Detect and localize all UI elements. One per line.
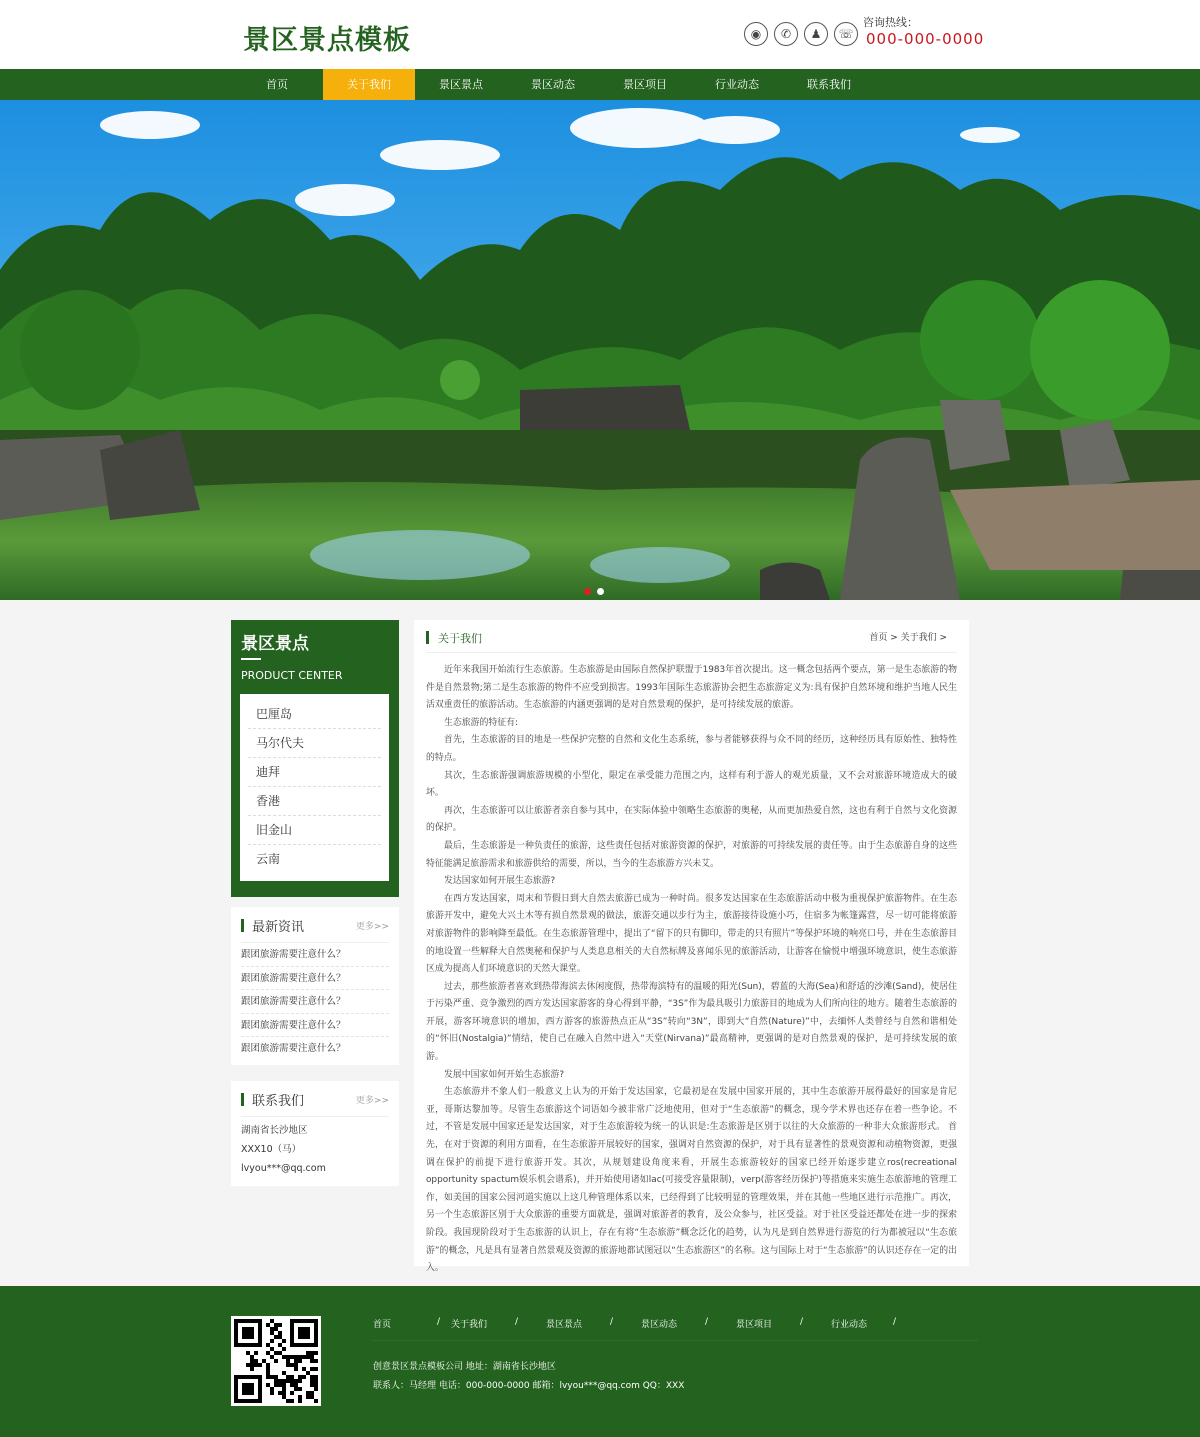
article-paragraph: 近年来我国开始流行生态旅游。生态旅游是由国际自然保护联盟于1983年首次提出。这一概念包括两个要点，第一是生态旅游的物件是自然景物;第二是生态旅游的物件不应受到损害。1993年国际生态旅游协会把生态旅游定义为:具有保护自然环境和维护当地人民生活双重责任的旅游活动。生态旅游的内涵更强调的是对自然景观的保护，是可持续发展的旅游。 bbox=[426, 665, 957, 711]
article-paragraph: 发展中国家如何开始生态旅游? bbox=[444, 1069, 565, 1080]
nav-item-scenic[interactable]: 景区景点 bbox=[439, 78, 483, 91]
footer-nav-separator: / bbox=[515, 1317, 519, 1327]
footer-info bbox=[373, 1358, 684, 1396]
banner-dot-active[interactable] bbox=[584, 588, 591, 595]
section-marker bbox=[426, 631, 429, 644]
contact-info bbox=[241, 1121, 389, 1178]
nav-item-industry[interactable]: 行业动态 bbox=[715, 78, 759, 91]
site-logo[interactable]: 景区景点模板 bbox=[243, 25, 411, 56]
main-nav bbox=[0, 69, 1200, 100]
news-item[interactable]: 跟团旅游需要注意什么？ bbox=[241, 943, 389, 967]
banner-dot[interactable] bbox=[597, 588, 604, 595]
footer-nav-item[interactable]: 景区景点 bbox=[546, 1320, 583, 1330]
contact-person: XXX10（马） bbox=[241, 1144, 302, 1155]
category-item[interactable]: 云南 bbox=[256, 852, 281, 866]
footer-nav-separator: / bbox=[437, 1317, 441, 1327]
news-item[interactable]: 跟团旅游需要注意什么？ bbox=[241, 990, 389, 1014]
article-paragraph: 生态旅游的特征有: bbox=[444, 717, 518, 728]
footer-nav-separator: / bbox=[610, 1317, 614, 1327]
content-header bbox=[426, 620, 957, 653]
footer-nav-item[interactable]: 景区动态 bbox=[641, 1320, 678, 1330]
footer-company: 创意景区景点模板公司 地址：湖南省长沙地区 bbox=[373, 1362, 556, 1372]
hero-banner[interactable] bbox=[0, 100, 1200, 600]
category-item[interactable]: 旧金山 bbox=[248, 816, 381, 845]
category-subtitle: PRODUCT CENTER bbox=[241, 669, 343, 682]
page-title: 关于我们 bbox=[438, 632, 482, 645]
site-header bbox=[0, 0, 1200, 69]
footer-nav-item[interactable]: 首页 bbox=[373, 1320, 392, 1330]
footer-contact: 联系人：马经理 电话：000-000-0000 邮箱：lvyou***@qq.com QQ：XXX bbox=[373, 1381, 685, 1391]
category-item[interactable]: 马尔代夫 bbox=[248, 729, 381, 758]
hotline-number: 000-000-0000 bbox=[866, 30, 985, 48]
contact-title: 联系我们 bbox=[252, 1094, 305, 1109]
footer-nav-separator: / bbox=[705, 1317, 709, 1327]
article-body bbox=[426, 662, 957, 1278]
news-more-link[interactable]: 更多>> bbox=[355, 922, 389, 932]
news-item[interactable]: 跟团旅游需要注意什么？ bbox=[241, 967, 389, 991]
category-item[interactable]: 巴厘岛 bbox=[248, 700, 381, 729]
article-paragraph: 其次，生态旅游强调旅游规模的小型化，限定在承受能力范围之内，这样有利于游人的观光质量，又不会对旅游环境造成大的破坏。 bbox=[426, 770, 957, 799]
footer-nav-separator: / bbox=[800, 1317, 804, 1327]
article-paragraph: 生态旅游并不象人们一般意义上认为的开始于发达国家，它最初是在发展中国家开展的，其中生态旅游开展得最好的国家是肯尼亚，哥斯达黎加等。尽管生态旅游这个词语如今被非常广泛地使用，但对于“生态旅游”的概念，现今学术界也还存在着一些争论。不过，不管是发展中国家还是发达国家，对于生态旅游较为统一的认识是:生态旅游是区别于以往的大众旅游的一种非大众旅游形式。 首先，在对于资源的利用方面看，在生态旅游开展较好的国家，强调对自然资源的保护，对于具有显著性的景观资源和动植物资源，更强调在保护的前提下进行旅游开发。其次，从规划建设角度来看，开展生态旅游较好的国家已经开始逐步建立ros(recreational opportunity spactum娱乐机会谱系)，并开始使用诸如lac(可接受容量限制)，verp(游客经历保护)等措施来实施生态旅游地的管理工作，如美国的国家公园河道实施以上这几种管理体系以来，已经得到了比较明显的管理效果，并在其他一些地区进行示范推广。再次，另一个生态旅游区别于大众旅游的重要方面就是，强调对旅游者的教育，及公众参与，社区受益。对于社区受益还都处在进一步的探索阶段。我国现阶段对于生态旅游的认识上，存在有将“生态旅游”概念泛化的趋势，认为凡是到自然界进行游览的行为都被冠以“生态旅游”的概念，凡是具有显著自然景观及资源的旅游地都试图冠以“生态旅游区”的名称。这与国际上对于“生态旅游”的认识还存在一定的出入。 bbox=[426, 1087, 957, 1274]
category-list bbox=[240, 694, 389, 881]
news-title: 最新资讯 bbox=[252, 920, 305, 935]
nav-item-news[interactable]: 景区动态 bbox=[531, 78, 575, 91]
footer-nav bbox=[373, 1317, 978, 1341]
banner-pagination bbox=[584, 588, 604, 595]
qr-code bbox=[231, 1316, 321, 1406]
section-marker bbox=[241, 1093, 244, 1106]
phone-icon[interactable]: ☏ bbox=[834, 22, 858, 46]
hotline-label: 咨询热线： bbox=[863, 16, 918, 29]
footer-nav-item[interactable]: 景区项目 bbox=[736, 1320, 773, 1330]
news-list bbox=[241, 943, 389, 1061]
site-footer bbox=[0, 1286, 1200, 1437]
category-title: 景区景点 bbox=[241, 634, 309, 654]
nav-item-projects[interactable]: 景区项目 bbox=[623, 78, 667, 91]
contact-panel bbox=[231, 1081, 399, 1186]
contact-email: lvyou***@qq.com bbox=[241, 1163, 326, 1174]
article-paragraph: 首先，生态旅游的目的地是一些保护完整的自然和文化生态系统，参与者能够获得与众不同的经历，这种经历具有原始性、独特性的特点。 bbox=[426, 735, 957, 763]
article-paragraph: 过去，那些旅游者喜欢到热带海滨去休闲度假，热带海滨特有的温暖的阳光(Sun)，碧蓝的大海(Sea)和舒适的沙滩(Sand)，使居住于污染严重、竞争激烈的西方发达国家游客的身心得到平静，“3S”作为最具吸引力旅游目的地成为人们所向往的地方。随着生态旅游的开展，游客环境意识的增加，西方游客的旅游热点正从“3S”转向“3N”，即到大“自然(Nature)”中，去缅怀人类曾经与自然和谐相处的“怀旧(Nostalgia)”情结，使自己在融入自然中进入“天堂(Nirvana)”最高精神，更强调的是对自然景观的保护，是可持续发展的旅游。 bbox=[426, 981, 957, 1063]
news-item[interactable]: 跟团旅游需要注意什么？ bbox=[241, 1014, 389, 1038]
article-paragraph: 在西方发达国家，周末和节假日到大自然去旅游已成为一种时尚。很多发达国家在生态旅游活动中极为重视保护旅游物件。在生态旅游开发中，避免大兴土木等有损自然景观的做法，旅游交通以步行为主，旅游接待设施小巧，住宿多为帐篷露营，尽一切可能将旅游对旅游物件的影响降至最低。在生态旅游管理中，提出了“留下的只有脚印，带走的只有照片”等保护环境的响亮口号，并在生态旅游目的地设置一些解释大自然奥秘和保护与人类息息相关的大自然标牌及喜闻乐见的旅游活动，让游客在愉悦中增强环境意识，使生态旅游区成为提高人们环境意识的天然大课堂。 bbox=[426, 893, 957, 975]
qq-icon[interactable]: ♟ bbox=[804, 22, 828, 46]
social-links bbox=[744, 22, 858, 46]
category-panel bbox=[231, 620, 399, 897]
news-panel bbox=[231, 907, 399, 1065]
footer-nav-item[interactable]: 关于我们 bbox=[451, 1320, 488, 1330]
banner-image bbox=[0, 100, 1200, 600]
breadcrumb[interactable]: 首页 > 关于我们 > bbox=[869, 633, 947, 643]
weibo-icon[interactable]: ◉ bbox=[744, 22, 768, 46]
category-item[interactable]: 香港 bbox=[248, 787, 381, 816]
article-paragraph: 最后，生态旅游是一种负责任的旅游，这些责任包括对旅游资源的保护，对旅游的可持续发展的责任等。由于生态旅游自身的这些特征能满足旅游需求和旅游供给的需要，所以，当今的生态旅游方兴未艾。 bbox=[426, 840, 957, 869]
section-marker bbox=[241, 919, 244, 932]
article-paragraph: 再次，生态旅游可以让旅游者亲自参与其中，在实际体验中领略生态旅游的奥秘，从而更加热爱自然，这也有利于自然与文化资源的保护。 bbox=[426, 805, 957, 834]
news-item[interactable]: 跟团旅游需要注意什么？ bbox=[241, 1043, 346, 1054]
footer-nav-separator: / bbox=[893, 1317, 897, 1327]
qr-code-image bbox=[234, 1319, 318, 1403]
title-underline bbox=[241, 658, 261, 660]
contact-address: 湖南省长沙地区 bbox=[241, 1125, 308, 1136]
contact-more-link[interactable]: 更多>> bbox=[355, 1096, 389, 1106]
nav-item-about[interactable]: 关于我们 bbox=[323, 69, 415, 100]
article-paragraph: 发达国家如何开展生态旅游? bbox=[444, 876, 556, 887]
main-content bbox=[414, 620, 969, 1274]
footer-nav-item[interactable]: 行业动态 bbox=[831, 1320, 868, 1330]
category-item[interactable]: 迪拜 bbox=[248, 758, 381, 787]
wechat-icon[interactable]: ✆ bbox=[774, 22, 798, 46]
nav-item-home[interactable]: 首页 bbox=[266, 78, 288, 91]
nav-item-contact[interactable]: 联系我们 bbox=[807, 78, 851, 91]
